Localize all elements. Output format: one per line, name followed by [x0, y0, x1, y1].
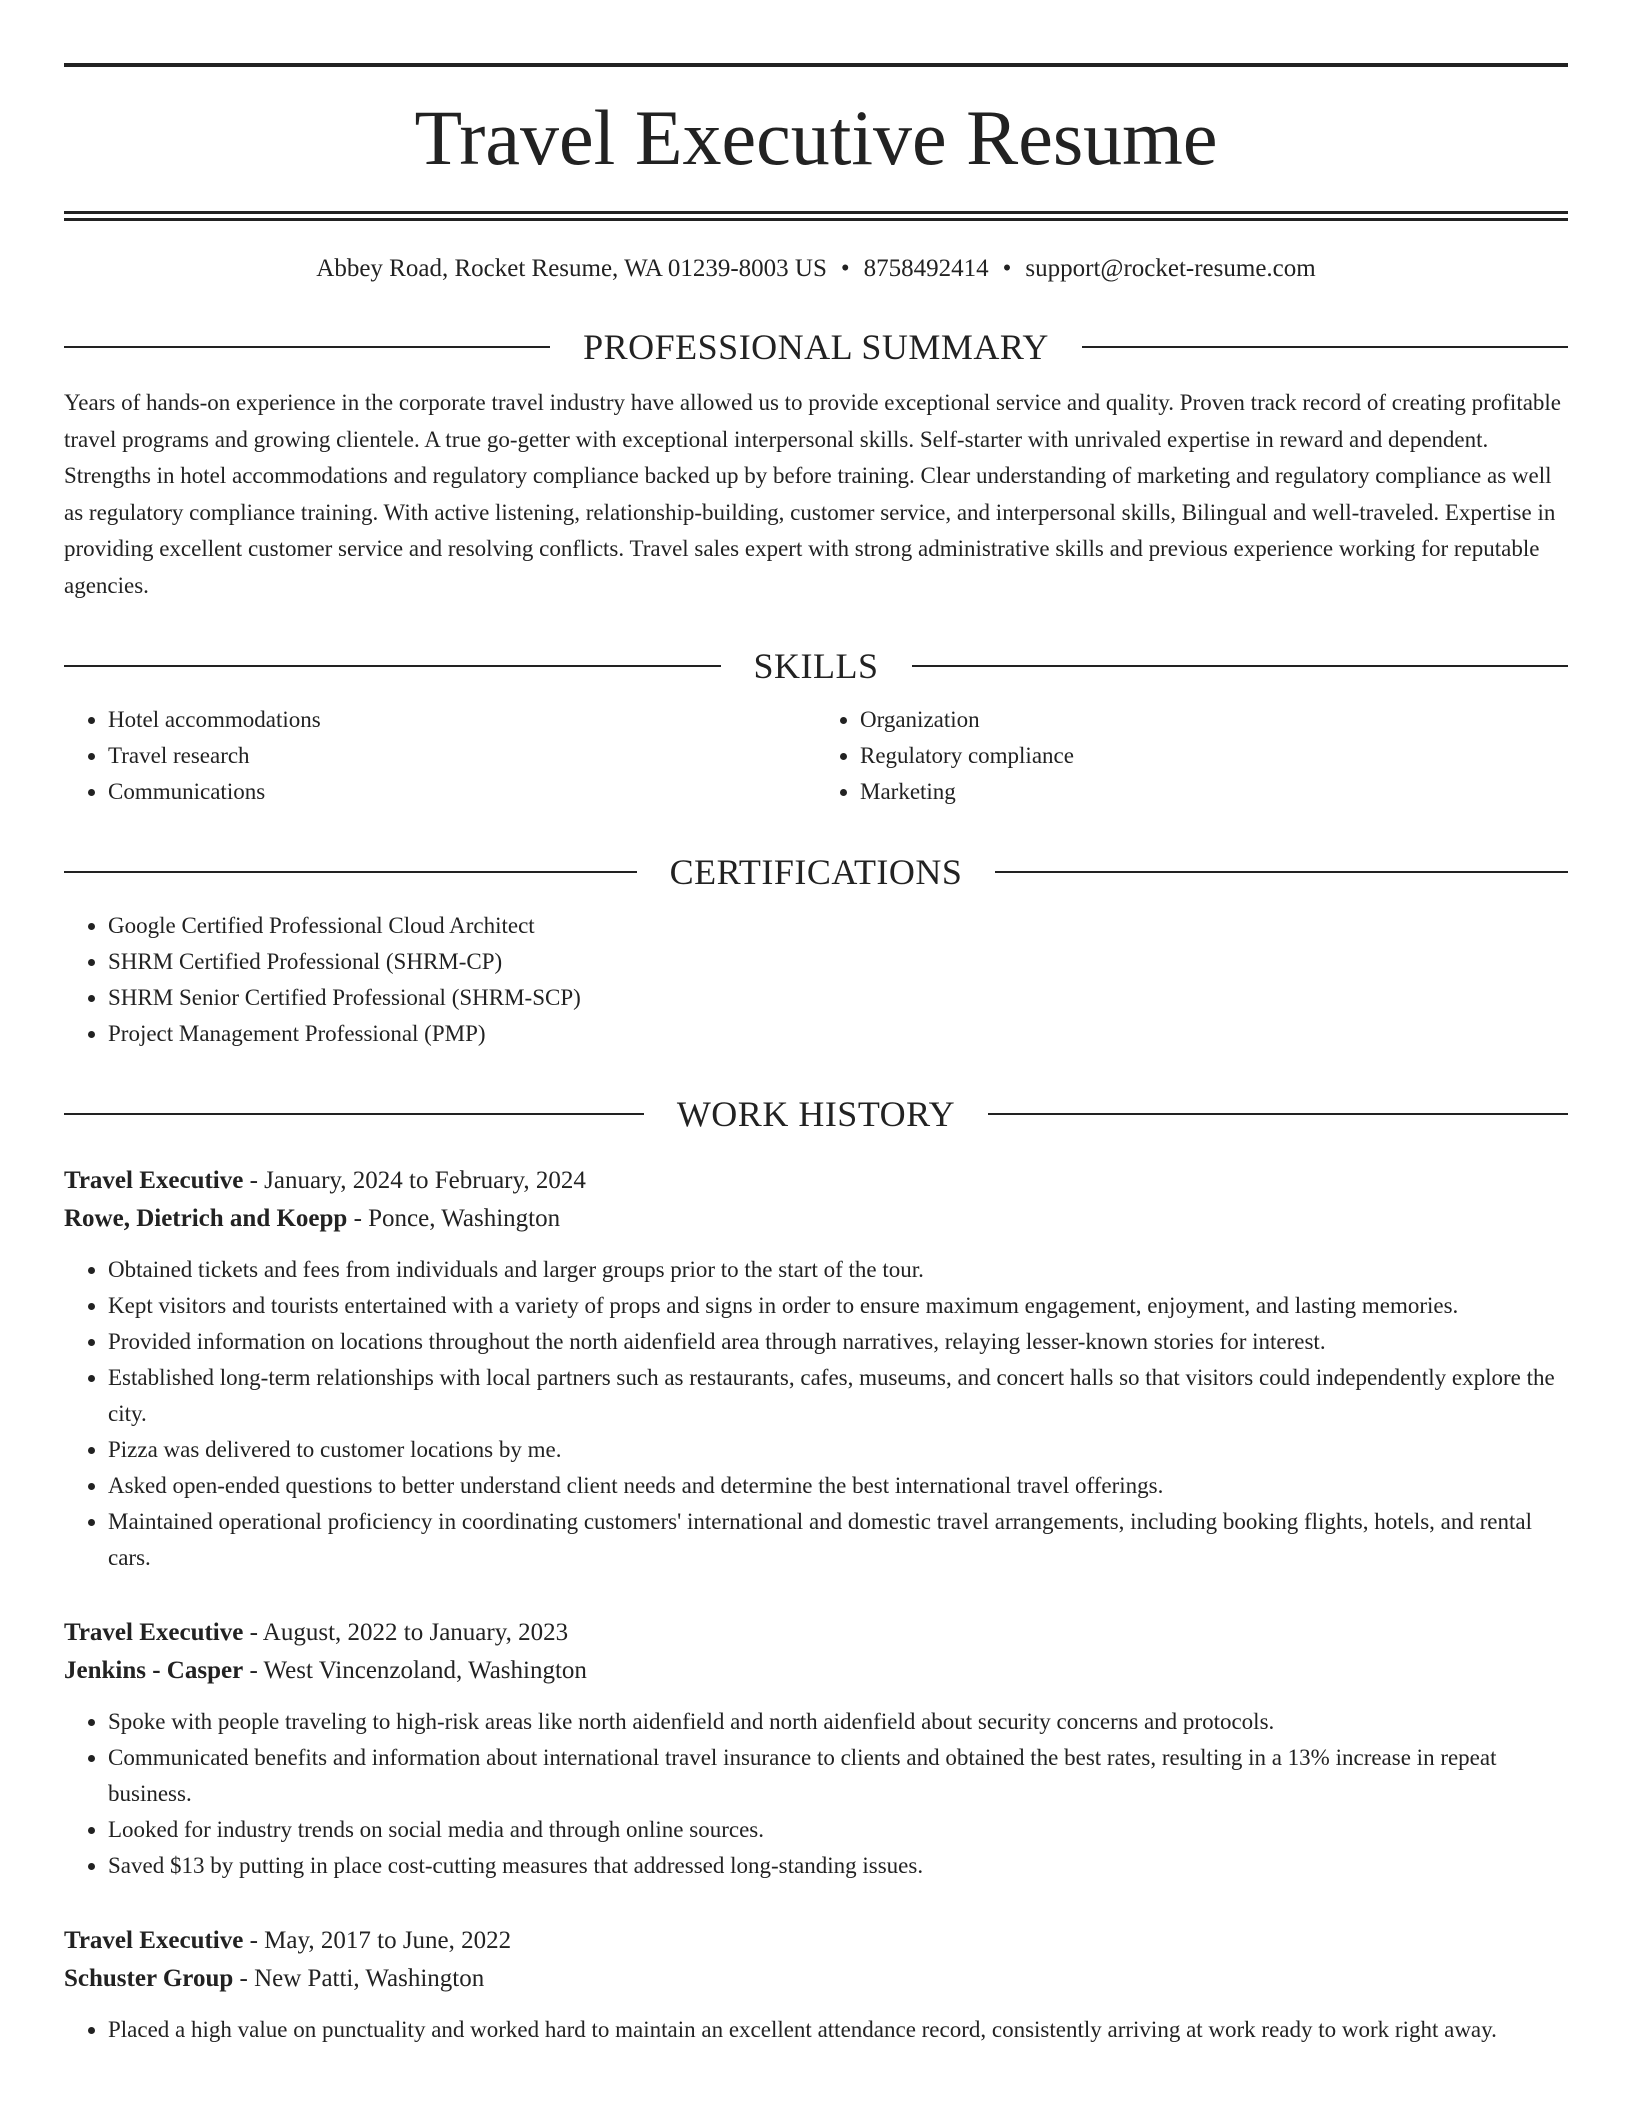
job-company: Rowe, Dietrich and Koepp	[64, 1205, 348, 1232]
skill-item: • Regulatory compliance	[860, 738, 1568, 774]
skills-section-heading	[64, 644, 1568, 688]
skill-item: • Hotel accommodations	[108, 702, 816, 738]
job-dates: - January, 2024 to February, 2024	[243, 1167, 586, 1194]
job-title: Travel Executive	[64, 1619, 244, 1646]
resume-title: Travel Executive Resume	[414, 94, 1218, 181]
heading-rule-left	[64, 665, 721, 667]
title-double-rule	[64, 211, 1568, 221]
certifications-heading: CERTIFICATIONS	[669, 852, 963, 892]
contact-separator: •	[840, 255, 850, 282]
job-title-line	[64, 1614, 1568, 1652]
heading-rule-right	[1082, 346, 1568, 348]
contact-line	[64, 253, 1568, 285]
job-bullet: • Maintained operational proficiency in coordinating customers' international and domestic travel arrangements, including booking flights, hotels, and rental cars.	[108, 1504, 1568, 1576]
job-company-line	[64, 1200, 1568, 1238]
contact-address: Abbey Road, Rocket Resume, WA 01239-8003 US	[316, 255, 827, 282]
job-company: Schuster Group	[64, 1965, 234, 1992]
job-title: Travel Executive	[64, 1927, 244, 1954]
job-entry	[64, 1922, 1568, 2048]
certifications-section-heading	[64, 850, 1568, 894]
heading-rule-left	[64, 1113, 644, 1115]
job-title-line	[64, 1162, 1568, 1200]
job-company-line	[64, 1960, 1568, 1998]
job-bullet: • Looked for industry trends on social media and through online sources.	[108, 1812, 1568, 1848]
job-bullet: • Kept visitors and tourists entertained with a variety of props and signs in order to ensure maximum engagement, enjoyment, and lasting memories.	[108, 1288, 1568, 1324]
certifications-list	[64, 908, 1568, 1052]
skills-list-left	[64, 702, 816, 810]
job-bullet: • Established long-term relationships with local partners such as restaurants, cafes, museums, and concert halls so that visitors could independently explore the city.	[108, 1360, 1568, 1432]
certification-item: • SHRM Certified Professional (SHRM-CP)	[108, 944, 1568, 980]
skills-list-right	[816, 702, 1568, 810]
heading-rule-right	[912, 665, 1569, 667]
skill-item: • Organization	[860, 702, 1568, 738]
job-company-line	[64, 1652, 1568, 1690]
job-dates: - May, 2017 to June, 2022	[243, 1927, 512, 1954]
heading-rule-right	[988, 1113, 1568, 1115]
resume-page	[64, 0, 1568, 2048]
job-bullets	[64, 1704, 1568, 1884]
job-bullet: • Asked open-ended questions to better understand client needs and determine the best international travel offerings.	[108, 1468, 1568, 1504]
contact-email: support@rocket-resume.com	[1025, 255, 1316, 282]
skill-item: • Travel research	[108, 738, 816, 774]
work-section-heading	[64, 1092, 1568, 1136]
job-title-line	[64, 1922, 1568, 1960]
heading-rule-right	[995, 871, 1568, 873]
certification-item: • SHRM Senior Certified Professional (SHRM-SCP)	[108, 980, 1568, 1016]
work-heading: WORK HISTORY	[676, 1094, 956, 1134]
job-location: - New Patti, Washington	[233, 1965, 485, 1992]
contact-separator: •	[1002, 255, 1012, 282]
heading-rule-left	[64, 871, 637, 873]
job-bullet: • Obtained tickets and fees from individuals and larger groups prior to the start of the tour.	[108, 1252, 1568, 1288]
certification-item: • Project Management Professional (PMP)	[108, 1016, 1568, 1052]
job-entry	[64, 1614, 1568, 1884]
job-entry	[64, 1162, 1568, 1576]
job-bullet: • Communicated benefits and information about international travel insurance to clients and obtained the best rates, resulting in a 13% increase in repeat business.	[108, 1740, 1568, 1812]
summary-text: Years of hands-on experience in the corporate travel industry have allowed us to provide exceptional service and quality. Proven track record of creating profitable travel programs and growing clientele. A true go-getter with exceptional interpersonal skills. Self-starter with unrivaled expertise in reward and dependent. Strengths in hotel accommodations and regulatory compliance backed up by before training. Clear understanding of marketing and regulatory compliance as well as regulatory compliance training. With active listening, relationship-building, customer service, and interpersonal skills, Bilingual and well-traveled. Expertise in providing excellent customer service and resolving conflicts. Travel sales expert with strong administrative skills and previous experience working for reputable agencies.	[64, 390, 1562, 598]
summary-section-heading	[64, 325, 1568, 369]
job-bullet: • Saved $13 by putting in place cost-cutting measures that addressed long-standing issues.	[108, 1848, 1568, 1884]
skill-item: • Marketing	[860, 774, 1568, 810]
job-bullet: • Placed a high value on punctuality and worked hard to maintain an excellent attendance record, consistently arriving at work ready to work right away.	[108, 2012, 1568, 2048]
job-location: - West Vincenzoland, Washington	[243, 1657, 587, 1684]
skills-heading: SKILLS	[753, 646, 879, 686]
job-bullet: • Spoke with people traveling to high-risk areas like north aidenfield and north aidenfield about security concerns and protocols.	[108, 1704, 1568, 1740]
job-bullet: • Provided information on locations throughout the north aidenfield area through narratives, relaying lesser-known stories for interest.	[108, 1324, 1568, 1360]
contact-phone: 8758492414	[863, 255, 989, 282]
job-bullets	[64, 1252, 1568, 1576]
heading-rule-left	[64, 346, 550, 348]
job-bullets	[64, 2012, 1568, 2048]
skills-columns	[64, 702, 1568, 810]
certification-item: • Google Certified Professional Cloud Architect	[108, 908, 1568, 944]
job-location: - Ponce, Washington	[347, 1205, 561, 1232]
job-dates: - August, 2022 to January, 2023	[243, 1619, 569, 1646]
summary-heading: PROFESSIONAL SUMMARY	[583, 327, 1049, 367]
skill-item: • Communications	[108, 774, 816, 810]
top-rule	[64, 63, 1568, 67]
job-company: Jenkins - Casper	[64, 1657, 244, 1684]
job-title: Travel Executive	[64, 1167, 244, 1194]
job-bullet: • Pizza was delivered to customer locations by me.	[108, 1432, 1568, 1468]
